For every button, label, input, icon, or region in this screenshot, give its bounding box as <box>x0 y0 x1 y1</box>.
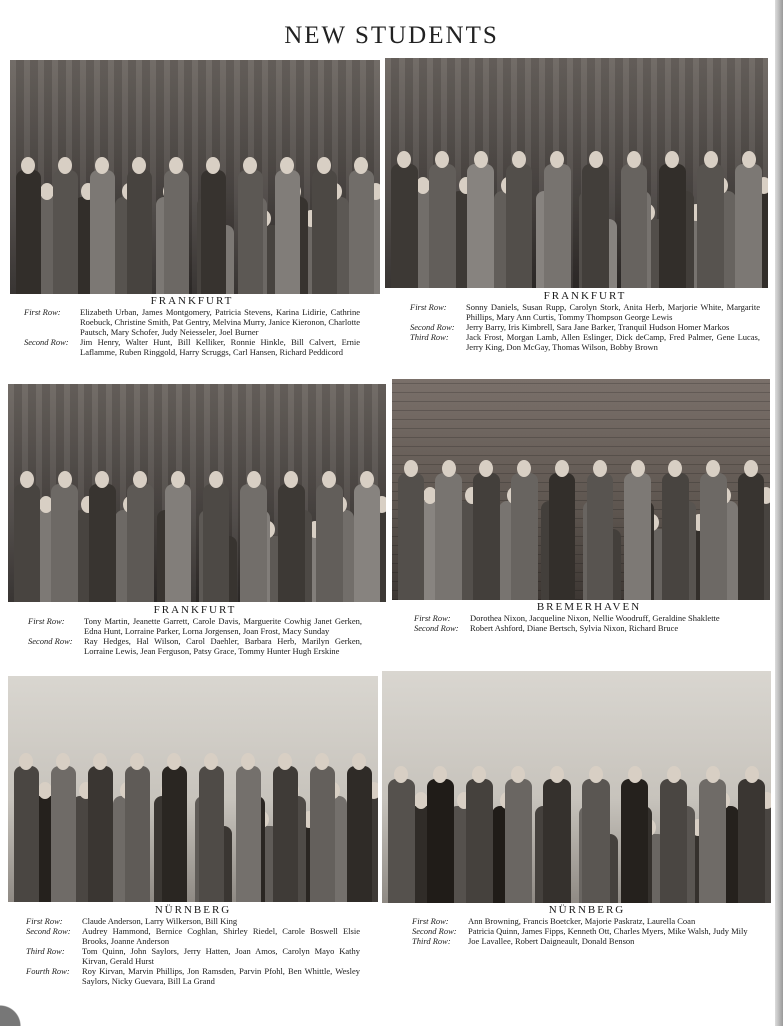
row-names: Tony Martin, Jeanette Garrett, Carole Davis, Marguerite Cowhig Janet Gerken, Edna Hunt, Lorraine Parker, Lorna Jorgensen, Joan Frost, Macy Sunday <box>84 616 362 636</box>
caption-row <box>26 946 360 966</box>
student-figure <box>347 737 373 902</box>
row-label: First Row: <box>28 616 65 626</box>
crowd <box>392 395 770 600</box>
row-names: Jim Henry, Walter Hunt, Bill Kelliker, Ronnie Hinkle, Bill Calvert, Ernie Laflamme, Ruben Ringgold, Harry Scruggs, Carl Hansen, Richard Peddicord <box>80 337 360 357</box>
caption-row <box>26 966 360 986</box>
caption-row <box>26 926 360 946</box>
crowd <box>8 682 378 902</box>
caption-place: FRANKFURT <box>153 604 237 616</box>
caption-frankfurt-2 <box>410 291 760 352</box>
caption-place: NÜRNBERG <box>154 904 232 916</box>
student-figure <box>201 144 227 294</box>
group-photo-frankfurt-1 <box>10 60 380 294</box>
student-figure <box>621 753 648 903</box>
row-label: Fourth Row: <box>26 966 70 976</box>
row-label: Third Row: <box>410 332 449 342</box>
student-figure <box>312 144 338 294</box>
student-figure <box>51 737 77 902</box>
row-label: First Row: <box>414 613 451 623</box>
caption-row <box>24 337 360 357</box>
student-figure <box>278 460 304 603</box>
row-label: First Row: <box>412 916 449 926</box>
student-figure <box>165 460 191 603</box>
student-figure <box>582 753 609 903</box>
caption-bremerhaven <box>414 602 764 633</box>
student-figure <box>398 446 424 600</box>
student-figure <box>90 144 116 294</box>
student-figure <box>621 138 648 288</box>
student-figure <box>349 144 375 294</box>
row-names: Claude Anderson, Larry Wilkerson, Bill King <box>82 916 238 926</box>
student-figure <box>582 138 609 288</box>
row-label: First Row: <box>24 307 61 317</box>
row-label: Second Row: <box>412 926 457 936</box>
row-names: Jack Frost, Morgan Lamb, Allen Eslinger, Dick deCamp, Fred Palmer, Gene Lucas, Jerry King, Don McGay, Thomas Wilson, Bobby Brown <box>466 332 760 352</box>
student-figure <box>473 446 499 600</box>
crowd <box>385 88 768 288</box>
student-figure <box>587 446 613 600</box>
student-figure <box>544 138 571 288</box>
row-label: Second Row: <box>28 636 73 646</box>
caption-nurnberg-1 <box>26 905 360 986</box>
row-names: Jerry Barry, Iris Kimbrell, Sara Jane Barker, Tranquil Hudson Homer Markos <box>466 322 730 332</box>
row-label: Second Row: <box>410 322 455 332</box>
row-label: First Row: <box>410 302 447 312</box>
group-photo-nurnberg-2 <box>382 671 771 903</box>
row-label: Third Row: <box>26 946 65 956</box>
caption-row <box>24 307 360 337</box>
student-figure <box>624 446 650 600</box>
student-figure <box>354 460 380 603</box>
student-figure <box>388 753 415 903</box>
student-figure <box>506 138 533 288</box>
row-names: Patricia Quinn, James Fipps, Kenneth Ott, Charles Myers, Mike Walsh, Judy Mily <box>468 926 748 936</box>
group-photo-nurnberg-1 <box>8 676 378 902</box>
student-figure <box>738 446 764 600</box>
student-figure <box>310 737 336 902</box>
student-figure <box>735 138 762 288</box>
student-figure <box>738 753 765 903</box>
student-figure <box>16 144 42 294</box>
caption-row <box>28 616 362 636</box>
group-photo-frankfurt-2 <box>385 58 768 288</box>
caption-place: FRANKFURT <box>543 290 627 302</box>
caption-row <box>28 636 362 656</box>
student-figure <box>162 737 188 902</box>
row-names: Audrey Hammond, Bernice Coghlan, Shirley Riedel, Carole Boswell Elsie Brooks, Joanne Anderson <box>82 926 360 946</box>
row-names: Dorothea Nixon, Jacqueline Nixon, Nellie Woodruff, Geraldine Shaklette <box>470 613 720 623</box>
student-figure <box>467 138 494 288</box>
student-figure <box>662 446 688 600</box>
caption-row <box>26 916 360 926</box>
student-figure <box>127 144 153 294</box>
row-names: Joe Lavallee, Robert Daigneault, Donald Benson <box>468 936 635 946</box>
student-figure <box>275 144 301 294</box>
student-figure <box>659 138 686 288</box>
row-names: Roy Kirvan, Marvin Phillips, Jon Ramsden, Parvin Pfohl, Ben Whittle, Wesley Saylors, Nicky Guevara, Bill La Grand <box>82 966 360 986</box>
student-figure <box>435 446 461 600</box>
student-figure <box>88 737 114 902</box>
student-figure <box>127 460 153 603</box>
page-title: NEW STUDENTS <box>284 22 499 49</box>
student-figure <box>199 737 225 902</box>
page-corner-shadow <box>0 1004 34 1026</box>
student-figure <box>236 737 262 902</box>
student-figure <box>203 460 229 603</box>
caption-row <box>410 302 760 322</box>
row-label: First Row: <box>26 916 63 926</box>
row-names: Elizabeth Urban, James Montgomery, Patricia Stevens, Karina Lidirie, Cathrine Roebuck, Christine Smith, Pat Gentry, Melvina Murry, Janice Kieronon, Charlotte Pautsch, Mary Schofer, Judy Neiesseler, Joel Burner <box>80 307 360 337</box>
caption-row <box>412 926 762 936</box>
student-figure <box>511 446 537 600</box>
student-figure <box>273 737 299 902</box>
student-figure <box>543 753 570 903</box>
group-photo-bremerhaven <box>392 379 770 600</box>
caption-row <box>410 322 760 332</box>
row-label: Third Row: <box>412 936 451 946</box>
student-figure <box>549 446 575 600</box>
caption-frankfurt-3 <box>28 605 362 656</box>
row-names: Ray Hedges, Hal Wilson, Carol Daehler, Barbara Herb, Marilyn Gerken, Lorraine Lewis, Jean Ferguson, Patsy Grace, Tommy Hunter Hugh Erskine <box>84 636 362 656</box>
student-figure <box>238 144 264 294</box>
caption-nurnberg-2 <box>412 905 762 946</box>
student-figure <box>240 460 266 603</box>
row-label: Second Row: <box>26 926 71 936</box>
caption-place: FRANKFURT <box>150 295 234 307</box>
student-figure <box>700 446 726 600</box>
caption-frankfurt-1 <box>24 296 360 357</box>
student-figure <box>14 460 40 603</box>
row-names: Ann Browning, Francis Boetcker, Majorie Paskratz, Laurella Coan <box>468 916 696 926</box>
student-figure <box>51 460 77 603</box>
student-figure <box>53 144 79 294</box>
student-figure <box>125 737 151 902</box>
student-figure <box>505 753 532 903</box>
student-figure <box>89 460 115 603</box>
caption-place: BREMERHAVEN <box>536 601 642 613</box>
caption-row <box>412 936 762 946</box>
crowd <box>10 94 380 294</box>
student-figure <box>164 144 190 294</box>
group-photo-frankfurt-3 <box>8 384 386 602</box>
caption-row <box>412 916 762 926</box>
student-figure <box>316 460 342 603</box>
row-label: Second Row: <box>24 337 69 347</box>
caption-row <box>410 332 760 352</box>
page-binding-edge <box>775 0 783 1026</box>
crowd <box>382 703 771 903</box>
student-figure <box>429 138 456 288</box>
student-figure <box>466 753 493 903</box>
row-names: Robert Ashford, Diane Bertsch, Sylvia Nixon, Richard Bruce <box>470 623 679 633</box>
crowd <box>8 412 386 602</box>
row-names: Tom Quinn, John Saylors, Jerry Hatten, Joan Amos, Carolyn Mayo Kathy Kirvan, Gerald Hurst <box>82 946 360 966</box>
student-figure <box>391 138 418 288</box>
caption-row <box>414 623 764 633</box>
row-names: Sonny Daniels, Susan Rupp, Carolyn Stork, Anita Herb, Marjorie White, Margarite Phillips, Mary Ann Curtis, Tommy Thompson George Lewis <box>466 302 760 322</box>
student-figure <box>697 138 724 288</box>
row-label: Second Row: <box>414 623 459 633</box>
student-figure <box>427 753 454 903</box>
student-figure <box>660 753 687 903</box>
caption-row <box>414 613 764 623</box>
student-figure <box>699 753 726 903</box>
student-figure <box>14 737 40 902</box>
caption-place: NÜRNBERG <box>548 904 626 916</box>
